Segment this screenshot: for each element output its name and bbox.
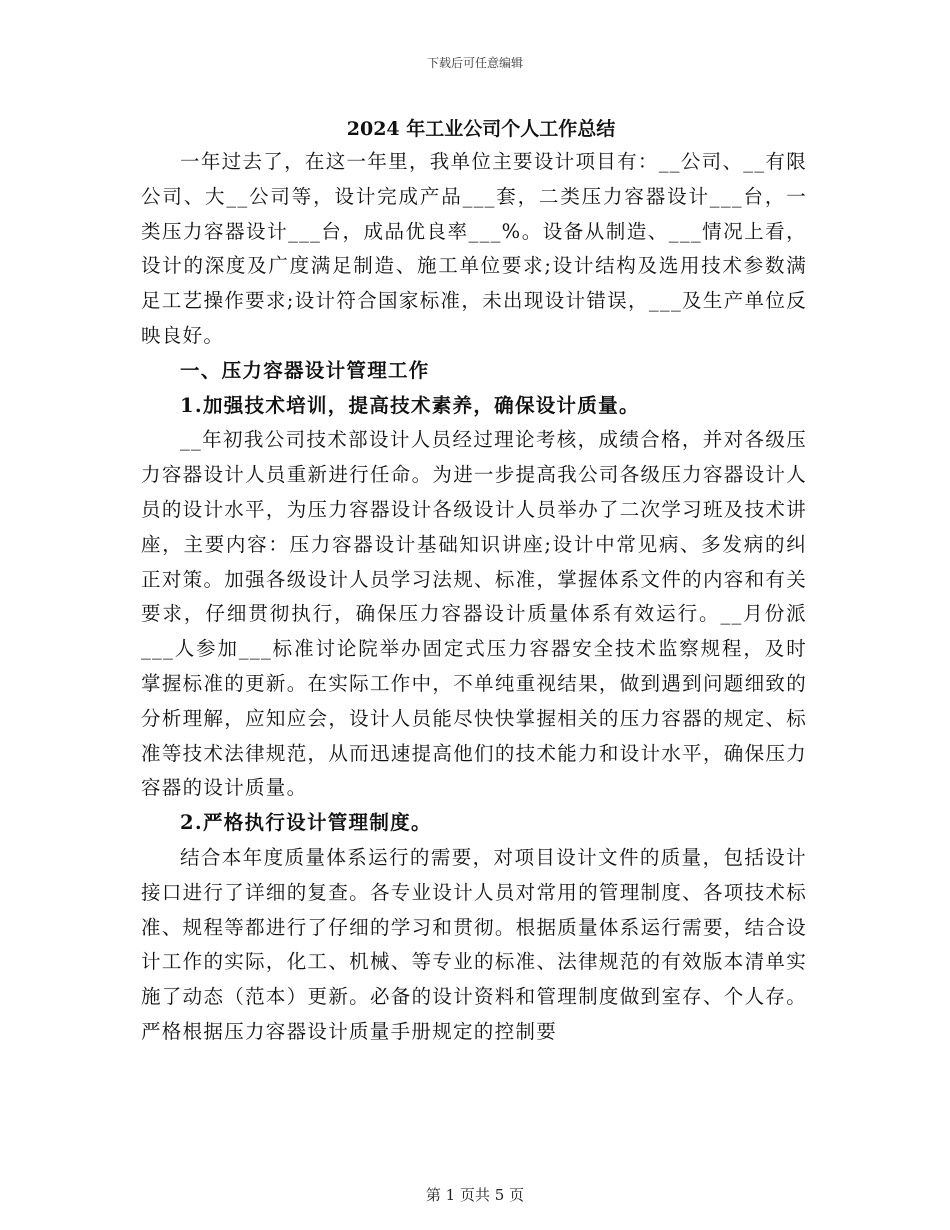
subsection-heading-2: 2.严格执行设计管理制度。	[180, 811, 432, 835]
intro-paragraph: 一年过去了，在这一年里，我单位主要设计项目有：__公司、__有限公司、大__公司等，设计完成产品___套，二类压力容器设计___台，一类压力容器设计___台，成品优良率___%。设备从制造、___情况上看，设计的深度及广度满足制造、施工单位要求;设计结构及选用技术参数满足工艺操作要求;设计符合国家标准，未出现设计错误，___及生产单位反映良好。	[141, 150, 807, 347]
subsection-heading-1: 1.加强技术培训，提高技术素养，确保设计质量。	[180, 393, 640, 417]
section-heading-1: 一、压力容器设计管理工作	[180, 358, 430, 382]
page-header-note: 下载后可任意编辑	[426, 56, 523, 70]
subsection-2-paragraph: 结合本年度质量体系运行的需要，对项目设计文件的质量，包括设计接口进行了详细的复查。各专业设计人员对常用的管理制度、各项技术标准、规程等都进行了仔细的学习和贯彻。根据质量体系运行需要，结合设计工作的实际，化工、机械、等专业的标准、法律规范的有效版本清单实施了动态（范本）更新。必备的设计资料和管理制度做到室存、个人存。严格根据压力容器设计质量手册规定的控制要	[141, 845, 807, 1043]
page-number-footer: 第 1 页共 5 页	[425, 1186, 525, 1204]
document-title: 2024 年工业公司个人工作总结	[346, 118, 616, 140]
subsection-1-paragraph: __年初我公司技术部设计人员经过理论考核，成绩合格，并对各级压力容器设计人员重新进行任命。为进一步提高我公司各级压力容器设计人员的设计水平，为压力容器设计各级设计人员举办了二次学习班及技术讲座，主要内容：压力容器设计基础知识讲座;设计中常见病、多发病的纠正对策。加强各级设计人员学习法规、标准，掌握体系文件的内容和有关要求，仔细贯彻执行，确保压力容器设计质量体系有效运行。__月份派___人参加___标准讨论院举办固定式压力容器安全技术监察规程，及时掌握标准的更新。在实际工作中，不单纯重视结果，做到遇到问题细致的分析理解，应知应会，设计人员能尽快快掌握相关的压力容器的规定、标准等技术法律规范，从而迅速提高他们的技术能力和设计水平，确保压力容器的设计质量。	[141, 428, 807, 800]
document-body	[141, 113, 807, 1050]
